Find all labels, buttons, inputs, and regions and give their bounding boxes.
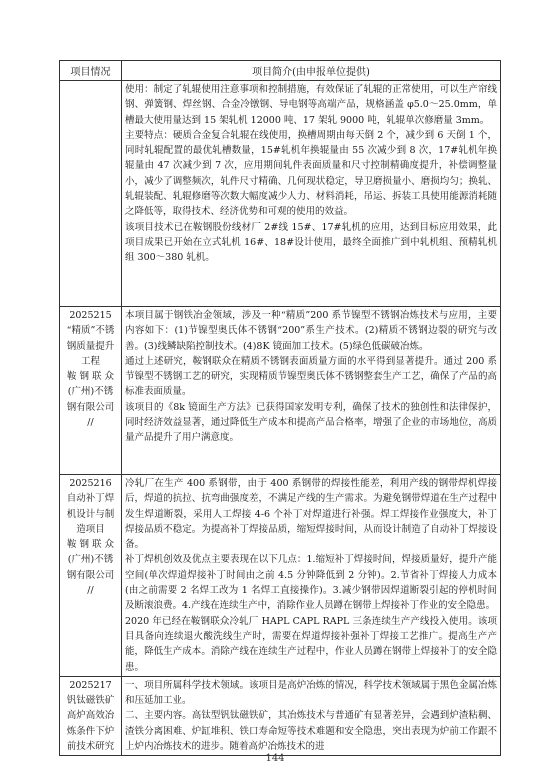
summary-paragraph: 一、项目所属科学技术领域。该项目是高炉冶炼的情况，科学技术领域属于黑色金属冶炼和压延加工业。 — [125, 679, 497, 707]
project-info-cell — [60, 475, 122, 677]
project-title-line: 钢质量提升 — [66, 340, 115, 352]
project-title-line: 自动补丁焊 — [66, 493, 115, 505]
summary-paragraph: 2020 年已经在鞍钢联众冷轧厂 HAPL CAPL RAPL 三条连续生产产线投入使用。该项目具备向连续退火酸洗线生产时，需要在焊道焊接补强补丁焊接工艺推广。提高生产产能，降低生产成本。消除产线在连续生产过程中，作业人员蹲在钢带上焊接补丁的安全隐患。 — [125, 615, 497, 673]
project-title-line: 钒钛磁铁矿 — [66, 695, 115, 707]
table-row — [60, 307, 501, 475]
summary-paragraph: 补丁焊机创效及优点主要表现在以下几点：1.缩短补丁焊接时间，焊接质量好，提升产能空间(单次焊道焊接补丁时间由之前 4.5 分钟降低到 2 分钟)。2.节省补丁焊接人力成本(由之前需要 2 名焊工改为 1 名焊工直接操作)。3.减少钢带因焊道断裂引起的停机时间及断滚浪费。4.产线在连续生产中，消除作业人员蹲在钢带上焊接补丁作业的安全隐患。 — [125, 554, 497, 612]
project-title-line: 高炉高效冶 — [66, 710, 115, 722]
project-info-cell — [60, 676, 122, 755]
company-line: 鞍 钢 联 众 — [66, 539, 115, 551]
table-row — [60, 81, 501, 307]
summary-paragraph: 冷轧厂在生产 400 系钢带，由于 400 系钢带的焊接性能差，利用产线的钢带焊机焊接后，焊道的抗拉、抗弯曲强度差，不满足产线的生产需求。为避免钢带焊道在生产过程中发生焊道断裂，采用人工焊接 4-6 个补丁对焊道进行补强。焊工焊接作业强度大，补丁焊接品质不稳定。为提高补丁焊接品质，缩短焊接时间，从而设计制造了自动补丁焊接设备。 — [125, 478, 497, 551]
project-number: 2025215 — [69, 310, 112, 321]
project-info-cell — [60, 307, 122, 475]
project-title-line: 造项目 — [76, 523, 105, 535]
project-title-line: 炼条件下炉 — [66, 725, 115, 737]
separator-mark: // — [87, 417, 94, 429]
project-title-line: 前技术研究 — [66, 741, 115, 753]
project-summary-cell — [122, 676, 501, 755]
summary-paragraph: 该项目技术已在鞍钢股份线材厂 2#线 15#、17#轧机的应用，达到目标应用效果，此项目成果已开始在立式轧机 16#、18#设计使用，最终全面推广到中轧机组、预精轧机组 300～380 轧机。 — [125, 221, 497, 264]
project-title-line: 工程 — [80, 355, 100, 367]
company-line: (广州)不锈 — [67, 554, 114, 566]
summary-paragraph: 通过上述研究，鞍钢联众在精质不锈钢表面质量方面的水平得到显著提升。通过 200 系节镍型不锈钢工艺的研究，实现精质节镍型奥氏体不锈钢整套生产工艺，确保了产品的高标准表面质量。 — [125, 355, 497, 398]
company-line: 钢有限公司 — [66, 401, 115, 413]
project-title-line: 机设计与制 — [66, 508, 115, 520]
project-summary-cell — [122, 81, 501, 307]
summary-paragraph: 本项目属于钢铁冶金领域，涉及一种“精质”200 系节镍型不锈钢冶炼技术与应用，主要内容如下：(1)节镍型奥氏体不锈钢“200”系生产技术。(2)精质不锈钢边裂的研究与改善。(3)线鳞缺陷控制技术。(4)8K 镜面加工技术。(5)绿色低碳破冶炼。 — [125, 310, 497, 352]
table-header-row — [60, 61, 501, 81]
summary-paragraph: 主要特点：硬质合金复合轧辊在线使用，换槽周期由每天倒 2 个，减少到 6 天倒 1 个，同时轧辊配置的最优轧槽数量，15#轧机年换辊量由 55 次减少到 8 次，17#轧机年换辊量由 47 次减少到 7 次，应用期间轧件表面质量和尺寸控制精确度提升，补偿调整量小，减少了调整频次，轧件尺寸精确、几何现状稳定，导卫磨损量小、磨损均匀；换轧、轧辊装配、轧辊修磨等次数大幅度减少人力、材料消耗，吊运、拆装工具使用能源消耗随之降低等，取得技术、经济优势和可观的使用的效益。 — [125, 129, 497, 218]
page-number: 144 — [265, 753, 285, 764]
project-title-line: “精质”不锈 — [66, 325, 115, 337]
company-line: 鞍 钢 联 众 — [66, 371, 115, 383]
company-line: 钢有限公司 — [66, 569, 115, 581]
table-row — [60, 676, 501, 755]
summary-paragraph: 该项目的《8k 镜面生产方法》已获得国家发明专利，确保了技术的独创性和法律保护，同时经济效益显著，通过降低生产成本和提高产品合格率，增强了企业的市场地位，高质量产品提升了用户满意度。 — [125, 401, 497, 444]
project-info-cell — [60, 81, 122, 307]
project-number: 2025216 — [69, 478, 112, 489]
summary-paragraph: 使用：制定了轧辊使用注意事项和控制措施，有效保证了轧辊的正常使用，可以生产帘线钢、弹簧钢、焊丝钢、合金冷镦钢、导电钢等高端产品，规格涵盖 φ5.0～25.0mm，单槽最大使用量达到 15 架轧机 12000 吨、17 架轧 9000 吨，轧辊单次修磨量 3mm。 — [125, 84, 497, 126]
company-line: (广州)不锈 — [67, 386, 114, 398]
summary-paragraph: 二、主要内容。高钛型钒钛磁铁矿，其冶炼技术与普通矿有显著差异，会遇到炉渣粘稠、渣铁分离困难、炉缸堆积、铁口寿命短等技术难题和安全隐患，突出表现为炉前工作跟不上炉内冶炼技术的进步。随着高炉冶炼技术的进 — [125, 710, 497, 753]
header-project-summary: 项目简介(由申报单位提供) — [122, 61, 501, 81]
separator-mark: // — [87, 585, 94, 597]
project-table — [59, 60, 501, 756]
header-project-info: 项目情况 — [60, 61, 122, 81]
project-number: 2025217 — [69, 679, 112, 691]
project-summary-cell — [122, 307, 501, 475]
table-row — [60, 475, 501, 677]
project-summary-cell — [122, 475, 501, 677]
